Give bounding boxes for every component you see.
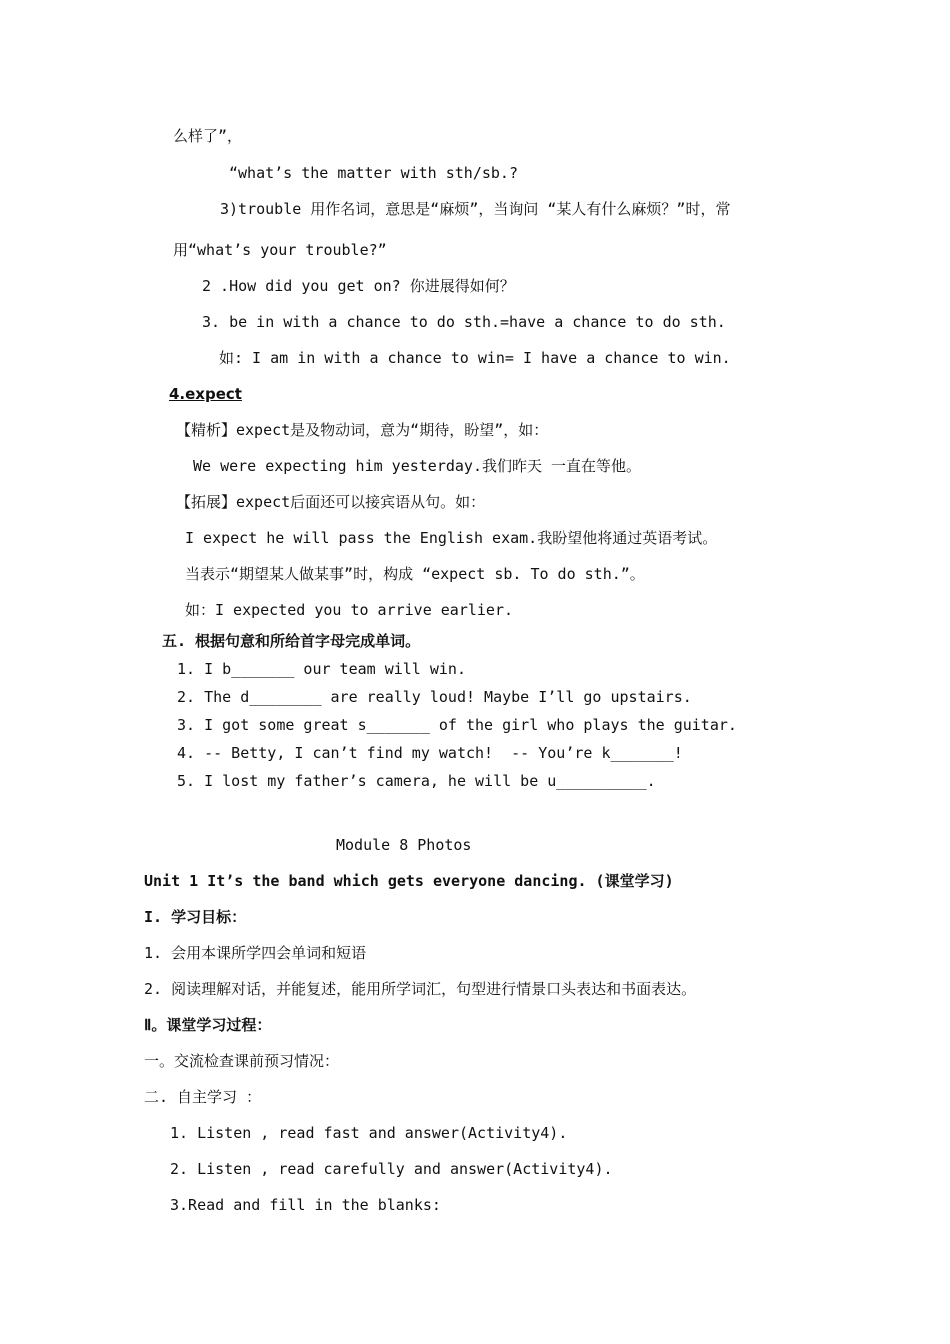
- exercise-item: 4. -- Betty, I can’t find my watch! -- You’re k_______!: [177, 744, 683, 762]
- text-line: 二. 自主学习 ：: [144, 1088, 262, 1106]
- text-line: 如：I expected you to arrive earlier.: [185, 601, 514, 619]
- text-line: 3. be in with a chance to do sth.=have a chance to do sth.: [202, 313, 726, 331]
- text-line: 一。交流检查课前预习情况：: [144, 1052, 340, 1070]
- exercise-item: 1. I b_______ our team will win.: [177, 660, 466, 678]
- text-line: 1. 会用本课所学四会单词和短语: [144, 944, 367, 962]
- text-line: 2 .How did you get on? 你进展得如何？: [202, 277, 515, 295]
- text-line: 用“what’s your trouble?”: [173, 241, 387, 259]
- text-line: “what’s the matter with sth/sb.?: [229, 164, 518, 182]
- text-line: 【精析】expect是及物动词，意为“期待，盼望”，如：: [176, 421, 549, 439]
- text-line: 当表示“期望某人做某事”时，构成 “expect sb. To do sth.”。: [185, 565, 645, 583]
- text-line: 2. Listen , read carefully and answer(Activity4).: [170, 1160, 613, 1178]
- exercise-item: 3. I got some great s_______ of the girl who plays the guitar.: [177, 716, 737, 734]
- text-line: 如: I am in with a chance to win= I have a chance to win.: [219, 349, 731, 367]
- text-line: 3.Read and fill in the blanks:: [170, 1196, 441, 1214]
- text-line: 【拓展】expect后面还可以接宾语从句。如：: [176, 493, 486, 511]
- section-heading: I. 学习目标：: [144, 908, 247, 926]
- text-line: 1. Listen , read fast and answer(Activity4).: [170, 1124, 568, 1142]
- text-line: I expect he will pass the English exam.我盼望他将通过英语考试。: [185, 529, 718, 547]
- module-title: Module 8 Photos: [336, 836, 472, 854]
- section-heading: 4.expect: [169, 385, 242, 403]
- exercise-title: 五. 根据句意和所给首字母完成单词。: [162, 632, 421, 650]
- text-line: 2. 阅读理解对话，并能复述，能用所学词汇，句型进行情景口头表达和书面表达。: [144, 980, 697, 998]
- section-heading: Ⅱ。课堂学习过程：: [144, 1016, 272, 1034]
- text-line: 么样了”，: [173, 127, 243, 145]
- exercise-item: 2. The d________ are really loud! Maybe I’ll go upstairs.: [177, 688, 692, 706]
- exercise-item: 5. I lost my father’s camera, he will be u__________.: [177, 772, 656, 790]
- unit-title: Unit 1 It’s the band which gets everyone dancing. (课堂学习): [144, 872, 674, 890]
- text-line: 3)trouble 用作名词，意思是“麻烦”，当询问 “某人有什么麻烦？”时，常: [220, 200, 731, 218]
- text-line: We were expecting him yesterday.我们昨天 一直在等他。: [193, 457, 642, 475]
